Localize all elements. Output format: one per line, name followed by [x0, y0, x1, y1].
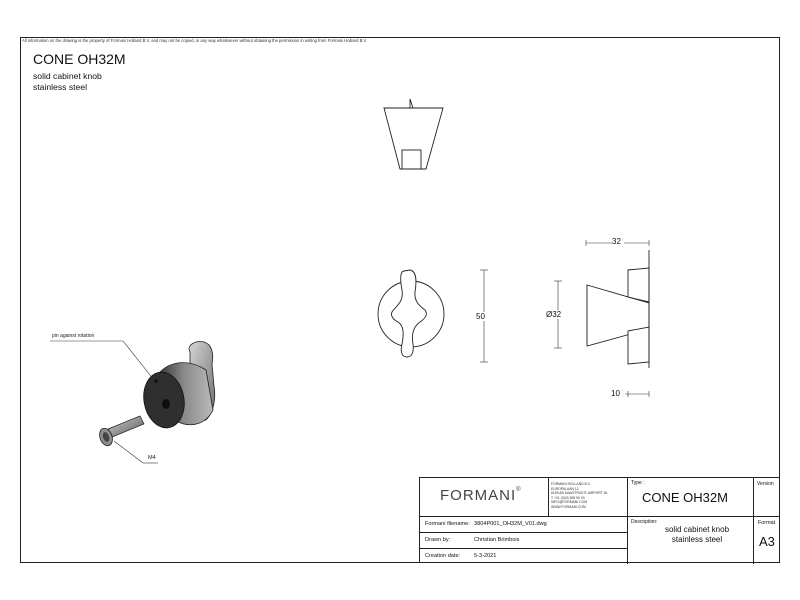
screw-illustration: [97, 416, 144, 448]
version-label: Version: [757, 481, 774, 487]
drawing-subtitle-finish: stainless steel: [33, 82, 87, 92]
front-view: [378, 270, 444, 357]
drawing-title: CONE OH32M: [33, 51, 126, 67]
knob-isometric-illustration: [139, 342, 214, 431]
creation-date-label: Creation date:: [425, 553, 461, 559]
side-view: [587, 250, 649, 368]
filename-value: 3804P001_OH32M_V01.dwg: [474, 521, 547, 527]
company-address: FORMANI HOLLAND B.V. EUROPALAAN 12 6199 AB MAASTRICHT-AIRPORT NL T +31 (0)43 308 90 00 INFO@FORMANI.COM WWW.FORMANI.COM: [551, 482, 608, 509]
drawn-by-label: Drawn by:: [425, 537, 451, 543]
format-value: A3: [759, 534, 775, 549]
type-value: CONE OH32M: [642, 490, 728, 505]
title-block: [419, 477, 780, 563]
drawn-by-value: Christian Brimbois: [474, 537, 520, 543]
disclaimer-text: All information on the drawing is the property of Formani Holland B.V. and may not be copied, in any way whatsoever without obtaining the permission in writing from Formani Holland B.V.: [22, 38, 368, 43]
drawing-subtitle-material: solid cabinet knob: [33, 71, 102, 81]
dimension-depth: 32: [612, 237, 624, 246]
description-line2: stainless steel: [671, 535, 723, 544]
format-label: Format: [758, 520, 776, 526]
description-label: Description:: [631, 519, 658, 525]
dimension-diameter: Ø32: [546, 310, 562, 319]
filename-label: Formani filename:: [425, 521, 470, 527]
type-label: Type :: [631, 480, 645, 486]
dimension-base: 10: [611, 389, 620, 398]
formani-logo: FORMANI®: [440, 487, 522, 504]
top-view: [384, 99, 443, 169]
pin-against-rotation-label: pin against rotation: [52, 333, 95, 339]
dimension-height: 50: [476, 312, 485, 321]
thread-size-label: M4: [148, 455, 156, 461]
creation-date-value: 5-3-2021: [474, 553, 497, 559]
description-line1: solid cabinet knob: [664, 525, 730, 534]
